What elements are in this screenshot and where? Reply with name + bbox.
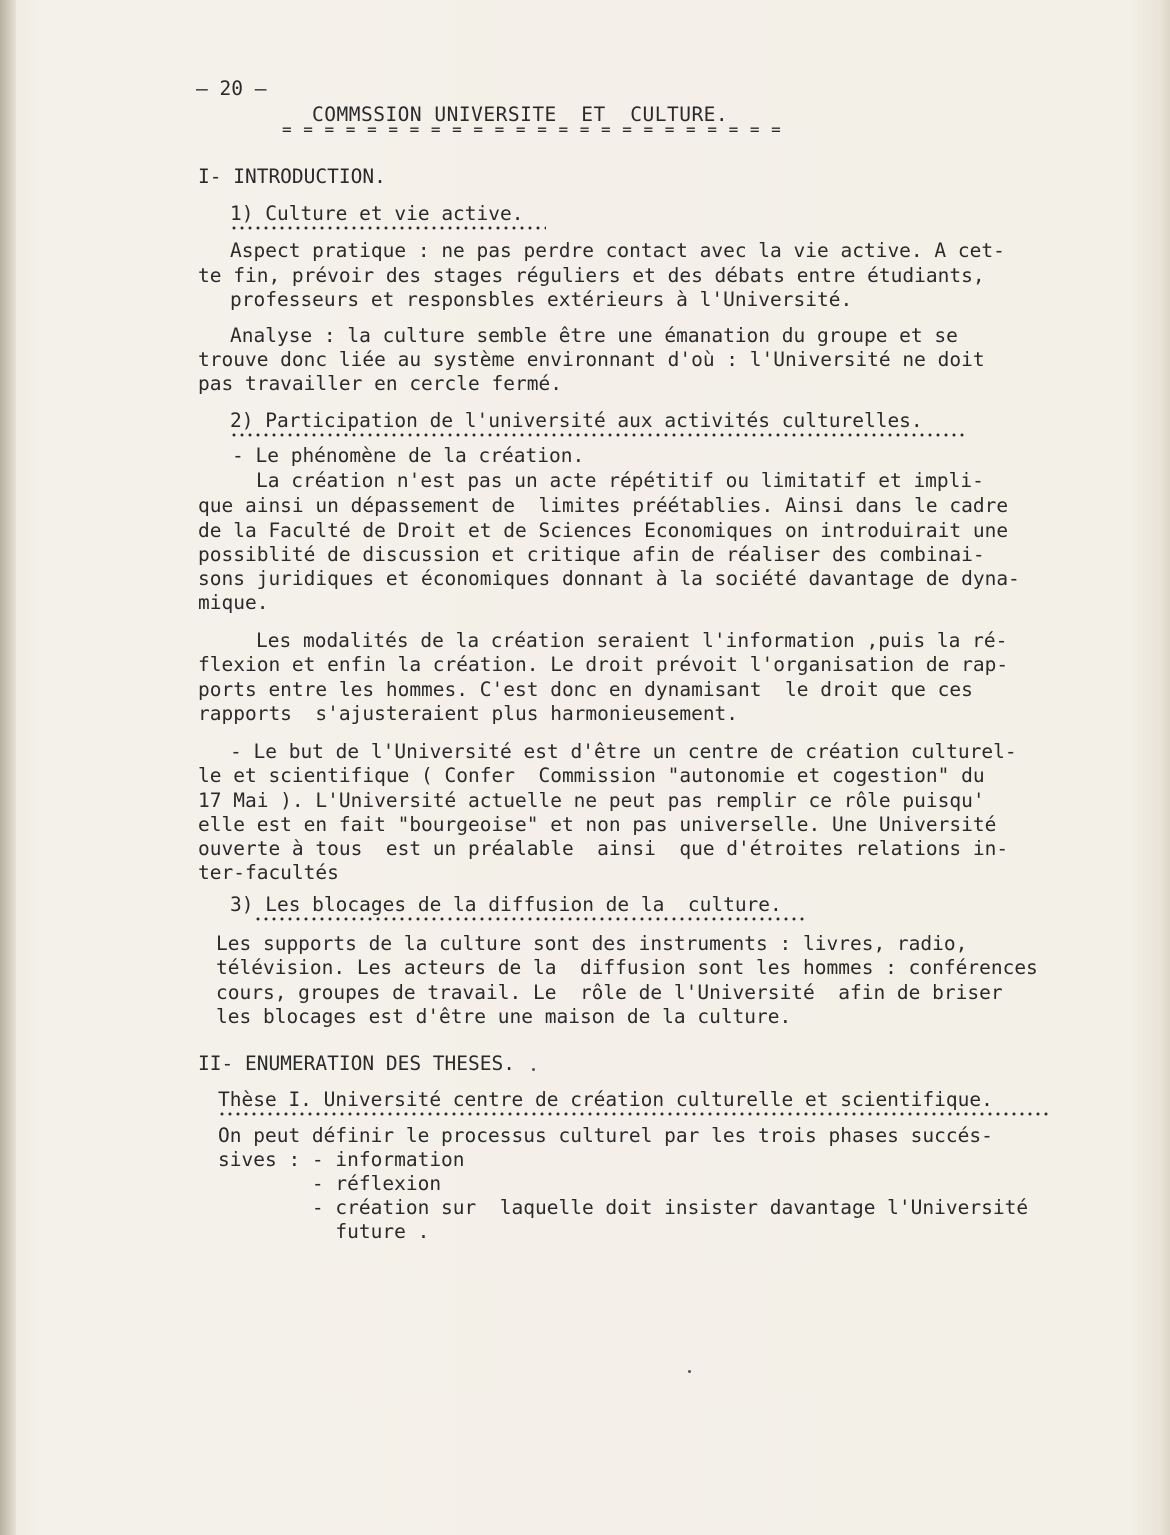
- text-line: pas travailler en cercle fermé.: [198, 372, 562, 395]
- text-line: La création n'est pas un acte répétitif ou limitatif et impli-: [256, 469, 984, 492]
- text-line: - réflexion: [218, 1172, 442, 1195]
- text-line: les blocages est d'être une maison de la culture.: [216, 1005, 792, 1028]
- these-heading: Thèse I. Université centre de création culturelle et scientifique.: [218, 1088, 993, 1111]
- dotted-underline: [230, 226, 546, 230]
- text-line: que ainsi un dépassement de limites préétablies. Ainsi dans le cadre: [198, 494, 1009, 517]
- dotted-underline: [230, 433, 964, 437]
- dotted-underline: [254, 917, 804, 921]
- text-line: le et scientifique ( Confer Commission "autonomie et cogestion" du: [198, 764, 985, 787]
- text-line: - création sur laquelle doit insister davantage l'Université: [218, 1196, 1029, 1219]
- text-line: elle est en fait "bourgeoise" et non pas universelle. Une Université: [198, 813, 997, 836]
- text-line: On peut définir le processus culturel par les trois phases succés-: [218, 1124, 993, 1147]
- text-line: ouverte à tous est un préalable ainsi que d'étroites relations in-: [198, 837, 1009, 860]
- text-line: ter-facultés: [198, 861, 339, 884]
- text-line: - Le phénomène de la création.: [232, 444, 585, 467]
- subheading-participation: 2) Participation de l'université aux activités culturelles.: [230, 409, 923, 432]
- text-line: télévision. Les acteurs de la diffusion sont les hommes : conférences: [216, 956, 1038, 979]
- text-line: Les modalités de la création seraient l'information ,puis la ré-: [256, 629, 1008, 652]
- section-heading-introduction: I- INTRODUCTION.: [198, 165, 386, 188]
- text-line: Les supports de la culture sont des instruments : livres, radio,: [216, 932, 968, 955]
- text-line: te fin, prévoir des stages réguliers et des débats entre étudiants,: [198, 264, 985, 287]
- text-line: ports entre les hommes. C'est donc en dynamisant le droit que ces: [198, 678, 973, 701]
- text-line: Aspect pratique : ne pas perdre contact avec la vie active. A cet-: [230, 239, 1005, 262]
- text-line: possiblité de discussion et critique afin de réaliser des combinai-: [198, 543, 985, 566]
- ink-speck: [532, 1068, 535, 1071]
- subheading-blocages: 3) Les blocages de la diffusion de la culture.: [230, 893, 782, 916]
- dotted-underline: [218, 1112, 1048, 1116]
- page-number: – 20 –: [196, 77, 267, 100]
- ink-speck: [688, 1370, 691, 1373]
- text-line: rapports s'ajusteraient plus harmonieusement.: [198, 702, 739, 725]
- text-line: flexion et enfin la création. Le droit prévoit l'organisation de rap-: [198, 653, 1009, 676]
- text-line: de la Faculté de Droit et de Sciences Economiques on introduirait une: [198, 519, 1009, 542]
- text-line: Analyse : la culture semble être une émanation du groupe et se: [230, 324, 958, 347]
- page-title: COMMSSION UNIVERSITE ET CULTURE.: [312, 103, 729, 126]
- text-line: future .: [218, 1220, 430, 1243]
- title-underline: = = = = = = = = = = = = = = = = = = = = = = = =: [282, 120, 782, 139]
- text-line: sives : - information: [218, 1148, 465, 1171]
- text-line: 17 Mai ). L'Université actuelle ne peut pas remplir ce rôle puisqu': [198, 789, 985, 812]
- section-heading-enumeration: II- ENUMERATION DES THESES.: [198, 1052, 515, 1075]
- text-line: mique.: [198, 591, 269, 614]
- text-line: professeurs et responsbles extérieurs à l'Université.: [230, 288, 853, 311]
- text-line: - Le but de l'Université est d'être un centre de création culturel-: [230, 740, 1017, 763]
- text-line: trouve donc liée au système environnant d'où : l'Université ne doit: [198, 348, 985, 371]
- text-line: cours, groupes de travail. Le rôle de l'Université afin de briser: [216, 981, 1003, 1004]
- page-binding-edge: [0, 0, 16, 1535]
- subheading-culture-vie-active: 1) Culture et vie active.: [230, 202, 524, 225]
- text-line: sons juridiques et économiques donnant à la société davantage de dyna-: [198, 567, 1020, 590]
